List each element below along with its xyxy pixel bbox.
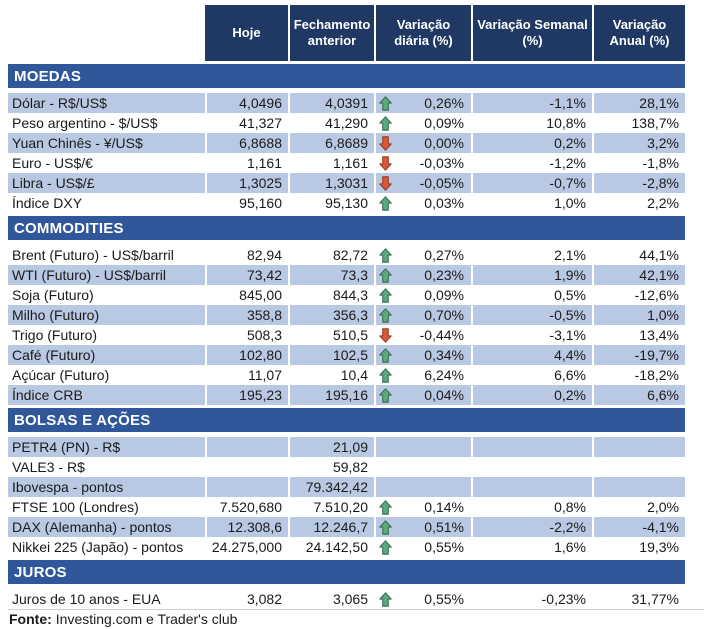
variacao-diaria-value: 6,24%	[424, 367, 464, 383]
fechamento-value: 4,0391	[288, 93, 374, 113]
variacao-semanal-value: -2,2%	[471, 517, 592, 537]
row-label: Açúcar (Futuro)	[8, 365, 205, 385]
table-row	[8, 537, 704, 557]
variacao-diaria-cell	[374, 517, 471, 537]
variacao-anual-value: 2,2%	[592, 193, 685, 213]
variacao-semanal-value: 6,6%	[471, 365, 592, 385]
trend-arrow-icon	[379, 116, 392, 131]
trend-arrow-icon	[379, 440, 392, 455]
variacao-semanal-value: -0,5%	[471, 305, 592, 325]
variacao-semanal-value	[471, 477, 592, 497]
variacao-diaria-value: 0,51%	[424, 519, 464, 535]
variacao-anual-value: 28,1%	[592, 93, 685, 113]
row-label: Euro - US$/€	[8, 153, 205, 173]
variacao-diaria-cell	[374, 385, 471, 405]
trend-arrow-icon	[379, 388, 392, 403]
row-label: Dólar - R$/US$	[8, 93, 205, 113]
variacao-diaria-value: 0,09%	[424, 115, 464, 131]
table-row	[8, 517, 704, 537]
variacao-semanal-value: -1,2%	[471, 153, 592, 173]
variacao-diaria-cell	[374, 153, 471, 173]
row-label: PETR4 (PN) - R$	[8, 437, 205, 457]
hoje-value: 102,80	[205, 345, 288, 365]
section-rows	[8, 93, 704, 213]
variacao-diaria-cell	[374, 365, 471, 385]
table-row	[8, 173, 704, 193]
table-row	[8, 193, 704, 213]
variacao-anual-value: 1,0%	[592, 305, 685, 325]
variacao-diaria-cell	[374, 305, 471, 325]
section-rows	[8, 245, 704, 405]
section	[8, 557, 704, 610]
variacao-diaria-value: 0,04%	[424, 387, 464, 403]
table-row	[8, 325, 704, 345]
table-row	[8, 153, 704, 173]
hoje-value: 7.520,680	[205, 497, 288, 517]
variacao-semanal-value: 4,4%	[471, 345, 592, 365]
variacao-anual-value: -2,8%	[592, 173, 685, 193]
trend-arrow-icon	[379, 248, 392, 263]
trend-arrow-icon	[379, 592, 392, 607]
trend-arrow-icon	[379, 348, 392, 363]
hoje-value: 73,42	[205, 265, 288, 285]
variacao-semanal-value: 1,6%	[471, 537, 592, 557]
table-row	[8, 285, 704, 305]
variacao-diaria-cell	[374, 265, 471, 285]
variacao-diaria-cell	[374, 193, 471, 213]
trend-arrow-icon	[379, 540, 392, 555]
variacao-diaria-cell	[374, 457, 471, 477]
variacao-semanal-value: 0,8%	[471, 497, 592, 517]
fechamento-value: 356,3	[288, 305, 374, 325]
section	[8, 61, 704, 213]
variacao-anual-value: 42,1%	[592, 265, 685, 285]
variacao-diaria-value: -0,05%	[419, 175, 464, 191]
variacao-diaria-cell	[374, 345, 471, 365]
table-row	[8, 305, 704, 325]
table-sections	[8, 61, 704, 610]
trend-arrow-icon	[379, 308, 392, 323]
source-text: Investing.com e Trader's club	[55, 611, 238, 627]
row-label: FTSE 100 (Londres)	[8, 497, 205, 517]
section	[8, 213, 704, 405]
variacao-diaria-value: 0,03%	[424, 195, 464, 211]
variacao-diaria-value: -0,03%	[419, 155, 464, 171]
header-spacer	[8, 5, 205, 61]
variacao-anual-value: 31,77%	[592, 589, 685, 609]
variacao-diaria-cell	[374, 497, 471, 517]
table-row	[8, 385, 704, 405]
variacao-diaria-value: 0,34%	[424, 347, 464, 363]
section-header	[8, 216, 685, 240]
table-row	[8, 437, 704, 457]
fechamento-value: 10,4	[288, 365, 374, 385]
column-header: Hoje	[205, 5, 288, 61]
row-label: DAX (Alemanha) - pontos	[8, 517, 205, 537]
variacao-semanal-value: 0,2%	[471, 385, 592, 405]
variacao-diaria-value: 0,55%	[424, 591, 464, 607]
variacao-diaria-cell	[374, 437, 471, 457]
variacao-semanal-value: 0,2%	[471, 133, 592, 153]
hoje-value: 41,327	[205, 113, 288, 133]
column-header: Variação Anual (%)	[592, 5, 685, 61]
trend-arrow-icon	[379, 328, 392, 343]
variacao-semanal-value	[471, 457, 592, 477]
fechamento-value: 24.142,50	[288, 537, 374, 557]
variacao-anual-value	[592, 437, 685, 457]
trend-arrow-icon	[379, 480, 392, 495]
variacao-semanal-value: -0,7%	[471, 173, 592, 193]
row-label: Índice DXY	[8, 193, 205, 213]
variacao-anual-value: 2,0%	[592, 497, 685, 517]
section-header	[8, 560, 685, 584]
row-label: Milho (Futuro)	[8, 305, 205, 325]
hoje-value: 195,23	[205, 385, 288, 405]
variacao-anual-value: -1,8%	[592, 153, 685, 173]
fechamento-value: 95,130	[288, 193, 374, 213]
trend-arrow-icon	[379, 500, 392, 515]
trend-arrow-icon	[379, 268, 392, 283]
variacao-diaria-value: -0,44%	[419, 327, 464, 343]
trend-arrow-icon	[379, 520, 392, 535]
row-label: Trigo (Futuro)	[8, 325, 205, 345]
fechamento-value: 844,3	[288, 285, 374, 305]
section-title: COMMODITIES	[14, 219, 124, 237]
variacao-diaria-value: 0,27%	[424, 247, 464, 263]
row-label: Brent (Futuro) - US$/barril	[8, 245, 205, 265]
variacao-anual-value: 6,6%	[592, 385, 685, 405]
hoje-value: 1,3025	[205, 173, 288, 193]
fechamento-value: 79.342,42	[288, 477, 374, 497]
section-header	[8, 408, 685, 432]
hoje-value: 12.308,6	[205, 517, 288, 537]
fechamento-value: 510,5	[288, 325, 374, 345]
variacao-diaria-value: 0,26%	[424, 95, 464, 111]
variacao-diaria-value: 0,09%	[424, 287, 464, 303]
variacao-anual-value: 3,2%	[592, 133, 685, 153]
row-label: VALE3 - R$	[8, 457, 205, 477]
table-row	[8, 133, 704, 153]
variacao-diaria-cell	[374, 113, 471, 133]
hoje-value: 4,0496	[205, 93, 288, 113]
section-header	[8, 64, 685, 88]
variacao-semanal-value: -0,23%	[471, 589, 592, 609]
variacao-diaria-cell	[374, 173, 471, 193]
table-row	[8, 345, 704, 365]
row-label: Libra - US$/£	[8, 173, 205, 193]
fechamento-value: 82,72	[288, 245, 374, 265]
variacao-diaria-cell	[374, 245, 471, 265]
table-row	[8, 265, 704, 285]
fechamento-value: 59,82	[288, 457, 374, 477]
fechamento-value: 1,3031	[288, 173, 374, 193]
section	[8, 405, 704, 557]
column-header: Variação diária (%)	[374, 5, 471, 61]
variacao-anual-value: 13,4%	[592, 325, 685, 345]
variacao-diaria-cell	[374, 133, 471, 153]
variacao-anual-value: -12,6%	[592, 285, 685, 305]
variacao-semanal-value: 0,5%	[471, 285, 592, 305]
hoje-value	[205, 457, 288, 477]
variacao-anual-value	[592, 457, 685, 477]
fechamento-value: 1,161	[288, 153, 374, 173]
section-title: JUROS	[14, 563, 67, 581]
hoje-value: 508,3	[205, 325, 288, 345]
row-label: Yuan Chinês - ¥/US$	[8, 133, 205, 153]
hoje-value: 3,082	[205, 589, 288, 609]
trend-arrow-icon	[379, 196, 392, 211]
fechamento-value: 195,16	[288, 385, 374, 405]
section-rows	[8, 589, 704, 610]
variacao-semanal-value: 10,8%	[471, 113, 592, 133]
trend-arrow-icon	[379, 288, 392, 303]
trend-arrow-icon	[379, 96, 392, 111]
variacao-anual-value	[592, 477, 685, 497]
table-row	[8, 113, 704, 133]
variacao-semanal-value: 2,1%	[471, 245, 592, 265]
variacao-diaria-cell	[374, 537, 471, 557]
variacao-diaria-cell	[374, 285, 471, 305]
variacao-diaria-value: 0,55%	[424, 539, 464, 555]
table-row	[8, 365, 704, 385]
hoje-value	[205, 477, 288, 497]
table-row	[8, 245, 704, 265]
fechamento-value: 102,5	[288, 345, 374, 365]
hoje-value: 11,07	[205, 365, 288, 385]
table-row	[8, 93, 704, 113]
hoje-value: 82,94	[205, 245, 288, 265]
fechamento-value: 73,3	[288, 265, 374, 285]
row-label: Soja (Futuro)	[8, 285, 205, 305]
fechamento-value: 21,09	[288, 437, 374, 457]
variacao-anual-value: -4,1%	[592, 517, 685, 537]
trend-arrow-icon	[379, 136, 392, 151]
variacao-semanal-value: -1,1%	[471, 93, 592, 113]
fechamento-value: 41,290	[288, 113, 374, 133]
variacao-diaria-cell	[374, 93, 471, 113]
fechamento-value: 6,8689	[288, 133, 374, 153]
variacao-semanal-value: -3,1%	[471, 325, 592, 345]
trend-arrow-icon	[379, 368, 392, 383]
variacao-diaria-value: 0,00%	[424, 135, 464, 151]
section-title: BOLSAS E AÇÕES	[14, 411, 151, 429]
row-label: Ibovespa - pontos	[8, 477, 205, 497]
column-header: Variação Semanal (%)	[471, 5, 592, 61]
row-label: WTI (Futuro) - US$/barril	[8, 265, 205, 285]
variacao-semanal-value: 1,9%	[471, 265, 592, 285]
table-row	[8, 589, 704, 610]
section-rows	[8, 437, 704, 557]
variacao-diaria-cell	[374, 325, 471, 345]
variacao-diaria-value: 0,14%	[424, 499, 464, 515]
source-note	[8, 610, 704, 629]
variacao-diaria-value: 0,23%	[424, 267, 464, 283]
hoje-value	[205, 437, 288, 457]
table-row	[8, 497, 704, 517]
trend-arrow-icon	[379, 460, 392, 475]
hoje-value: 24.275,000	[205, 537, 288, 557]
row-label: Café (Futuro)	[8, 345, 205, 365]
variacao-semanal-value: 1,0%	[471, 193, 592, 213]
hoje-value: 358,8	[205, 305, 288, 325]
fechamento-value: 7.510,20	[288, 497, 374, 517]
section-title: MOEDAS	[14, 67, 82, 85]
variacao-diaria-value: 0,70%	[424, 307, 464, 323]
variacao-anual-value: -18,2%	[592, 365, 685, 385]
variacao-semanal-value	[471, 437, 592, 457]
variacao-diaria-cell	[374, 589, 471, 609]
variacao-anual-value: -19,7%	[592, 345, 685, 365]
variacao-anual-value: 19,3%	[592, 537, 685, 557]
row-label: Juros de 10 anos - EUA	[8, 589, 205, 609]
column-headers	[8, 5, 704, 61]
column-header: Fechamento anterior	[288, 5, 374, 61]
fechamento-value: 3,065	[288, 589, 374, 609]
trend-arrow-icon	[379, 176, 392, 191]
hoje-value: 6,8688	[205, 133, 288, 153]
variacao-diaria-cell	[374, 477, 471, 497]
table-row	[8, 477, 704, 497]
variacao-anual-value: 138,7%	[592, 113, 685, 133]
variacao-anual-value: 44,1%	[592, 245, 685, 265]
hoje-value: 845,00	[205, 285, 288, 305]
hoje-value: 1,161	[205, 153, 288, 173]
trend-arrow-icon	[379, 156, 392, 171]
row-label: Peso argentino - $/US$	[8, 113, 205, 133]
hoje-value: 95,160	[205, 193, 288, 213]
source-label: Fonte:	[9, 611, 52, 627]
row-label: Nikkei 225 (Japão) - pontos	[8, 537, 205, 557]
row-label: Índice CRB	[8, 385, 205, 405]
fechamento-value: 12.246,7	[288, 517, 374, 537]
table-row	[8, 457, 704, 477]
